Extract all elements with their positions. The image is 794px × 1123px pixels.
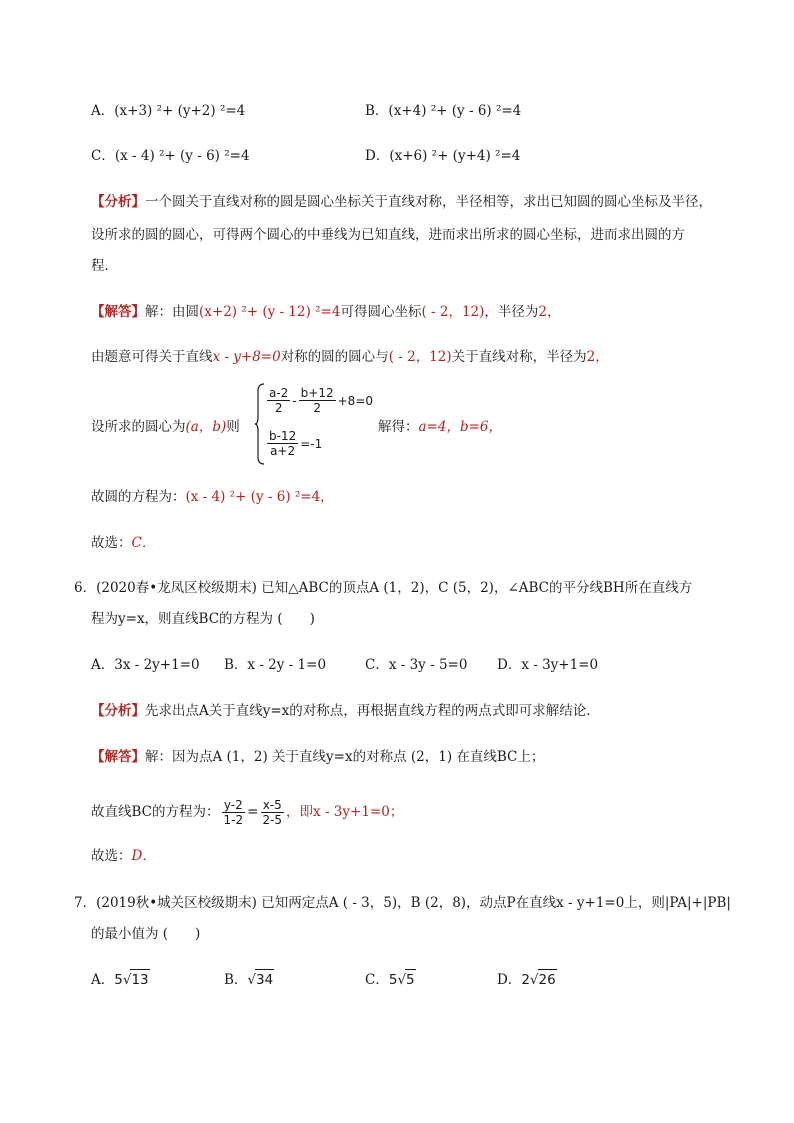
text: 关于直线对称，半径为: [451, 349, 587, 365]
point: ( - 2，12): [421, 304, 485, 320]
coefficient: 5: [388, 972, 398, 988]
option-a: [91, 969, 150, 990]
equation: (x - 4) ²+ (y - 6) ²=4，: [185, 489, 334, 505]
solution-tag: 【解答】: [91, 304, 145, 320]
result: a=4，b=6，: [418, 419, 502, 435]
option-label: A．: [91, 972, 115, 988]
fraction: [267, 386, 290, 415]
solution-line: [91, 846, 156, 866]
option-label: D．: [497, 972, 522, 988]
equation: (x+2) ²+ (y - 12) ²=4: [199, 304, 341, 320]
operator: -: [292, 393, 297, 408]
text: 由题意可得关于直线: [91, 349, 213, 365]
fraction: [299, 386, 336, 415]
text: 故选：: [91, 848, 132, 864]
equation-row: [265, 429, 322, 458]
text: 故直线BC的方程为：: [91, 804, 220, 820]
analysis-text: 一个圆关于直线对称的圆是圆心坐标关于直线对称，半径相等，求出已知圆的圆心坐标及半径，: [145, 194, 712, 210]
radicand: 5: [405, 969, 416, 990]
value: 2，: [538, 304, 561, 320]
analysis-line: [91, 701, 600, 721]
denominator: 2-5: [262, 813, 283, 827]
option-label: A．: [91, 103, 115, 119]
option-text: (x+4) ²+ (y - 6) ²=4: [388, 103, 522, 119]
result: ，即x - 3y+1=0；: [286, 804, 404, 820]
option-d: [365, 146, 520, 166]
fraction: [222, 798, 246, 827]
numerator: a-2: [269, 386, 289, 400]
analysis-line: 程．: [91, 258, 118, 274]
fraction: [267, 429, 298, 458]
radicand: 34: [255, 969, 274, 990]
option-c: C．x - 3y - 5=0: [365, 657, 468, 673]
solution-line: [91, 417, 240, 437]
option-b: B．x - 2y - 1=0: [224, 657, 327, 673]
solution-line: [91, 347, 609, 367]
solution-line: [91, 794, 403, 830]
sqrt-icon: √: [397, 972, 407, 988]
question-7-stem: 7．(2019秋•城关区校级期末) 已知两定点A ( - 3，5)，B (2，8)，动点P在直线x - y+1=0上，则|PA|+|PB|: [74, 895, 731, 911]
radicand: 26: [538, 969, 557, 990]
equation-system: [255, 383, 375, 465]
text: 设所求的圆心为: [91, 419, 186, 435]
solution-tag: 【解答】: [91, 749, 145, 765]
analysis-text: 先求出点A关于直线y=x的对称点，再根据直线方程的两点式即可求解结论．: [145, 703, 600, 719]
operator: =: [247, 804, 259, 820]
equation: x - y+8=0: [212, 349, 281, 365]
radicand: 13: [130, 969, 149, 990]
option-label: B．: [365, 103, 389, 119]
answer: C．: [131, 535, 156, 551]
option-a: [91, 101, 245, 121]
numerator: y-2: [223, 798, 243, 812]
option-label: C．: [91, 148, 115, 164]
option-text: (x - 4) ²+ (y - 6) ²=4: [114, 148, 250, 164]
question-6-stem: 6．(2020春•龙凤区校级期末) 已知△ABC的顶点A (1，2)，C (5，2)，∠ABC的平分线BH所在直线方: [74, 580, 693, 596]
value: 2，: [586, 349, 609, 365]
numerator: x-5: [262, 798, 282, 812]
solution-line: [91, 302, 561, 322]
question-6-stem: 程为y=x，则直线BC的方程为 ( ): [91, 611, 315, 627]
option-c: [365, 969, 416, 990]
coefficient: 2: [521, 972, 530, 988]
numerator: b-12: [269, 429, 297, 443]
question-7-stem: 的最小值为 ( ): [91, 926, 201, 942]
option-d: D．x - 3y+1=0: [497, 657, 599, 673]
solution-line: [91, 487, 334, 507]
option-b: [224, 969, 274, 990]
option-label: C．: [365, 972, 389, 988]
denominator: a+2: [270, 444, 296, 458]
denominator: 2: [313, 401, 321, 415]
solution-text: 解：因为点A (1，2) 关于直线y=x的对称点 (2，1) 在直线BC上；: [145, 749, 545, 765]
solution-line: [91, 533, 155, 553]
equation-tail: =-1: [300, 436, 323, 451]
denominator: 2: [274, 401, 283, 415]
text: 对称的圆的圆心与: [280, 349, 389, 365]
point: (a，b): [185, 419, 227, 435]
numerator: b+12: [300, 386, 334, 400]
fraction: [260, 798, 284, 827]
equation-tail: +8=0: [337, 393, 374, 408]
sqrt-icon: √: [247, 972, 257, 988]
option-a: A．3x - 2y+1=0: [91, 657, 200, 673]
analysis-line: [91, 192, 712, 212]
denominator: 1-2: [223, 813, 244, 827]
option-d: [497, 969, 557, 990]
option-label: B．: [224, 972, 248, 988]
option-b: [365, 101, 521, 121]
text: 故圆的方程为：: [91, 489, 186, 505]
option-text: (x+6) ²+ (y+4) ²=4: [389, 148, 521, 164]
text: 解得：: [378, 419, 419, 435]
option-text: (x+3) ²+ (y+2) ²=4: [114, 103, 246, 119]
text: 解：由圆: [145, 304, 199, 320]
answer: D．: [131, 848, 156, 864]
text: ，半径为: [484, 304, 539, 320]
analysis-tag: 【分析】: [91, 703, 145, 719]
equation-row: [265, 386, 373, 415]
text: 故选：: [91, 535, 132, 551]
analysis-line: 设所求的圆的圆心，可得两个圆心的中垂线为已知直线，进而求出所求的圆心坐标，进而求出圆的方: [91, 227, 685, 243]
option-c: [91, 146, 250, 166]
sqrt-icon: √: [122, 972, 132, 988]
brace-icon: [255, 383, 265, 465]
solution-result: [378, 417, 502, 437]
point: ( - 2，12): [388, 349, 452, 365]
solution-line: [91, 747, 544, 767]
coefficient: 5: [114, 972, 123, 988]
analysis-tag: 【分析】: [91, 194, 145, 210]
text: 可得圆心坐标: [340, 304, 422, 320]
text: 则: [226, 419, 240, 435]
sqrt-icon: √: [529, 972, 539, 988]
option-label: D．: [365, 148, 390, 164]
